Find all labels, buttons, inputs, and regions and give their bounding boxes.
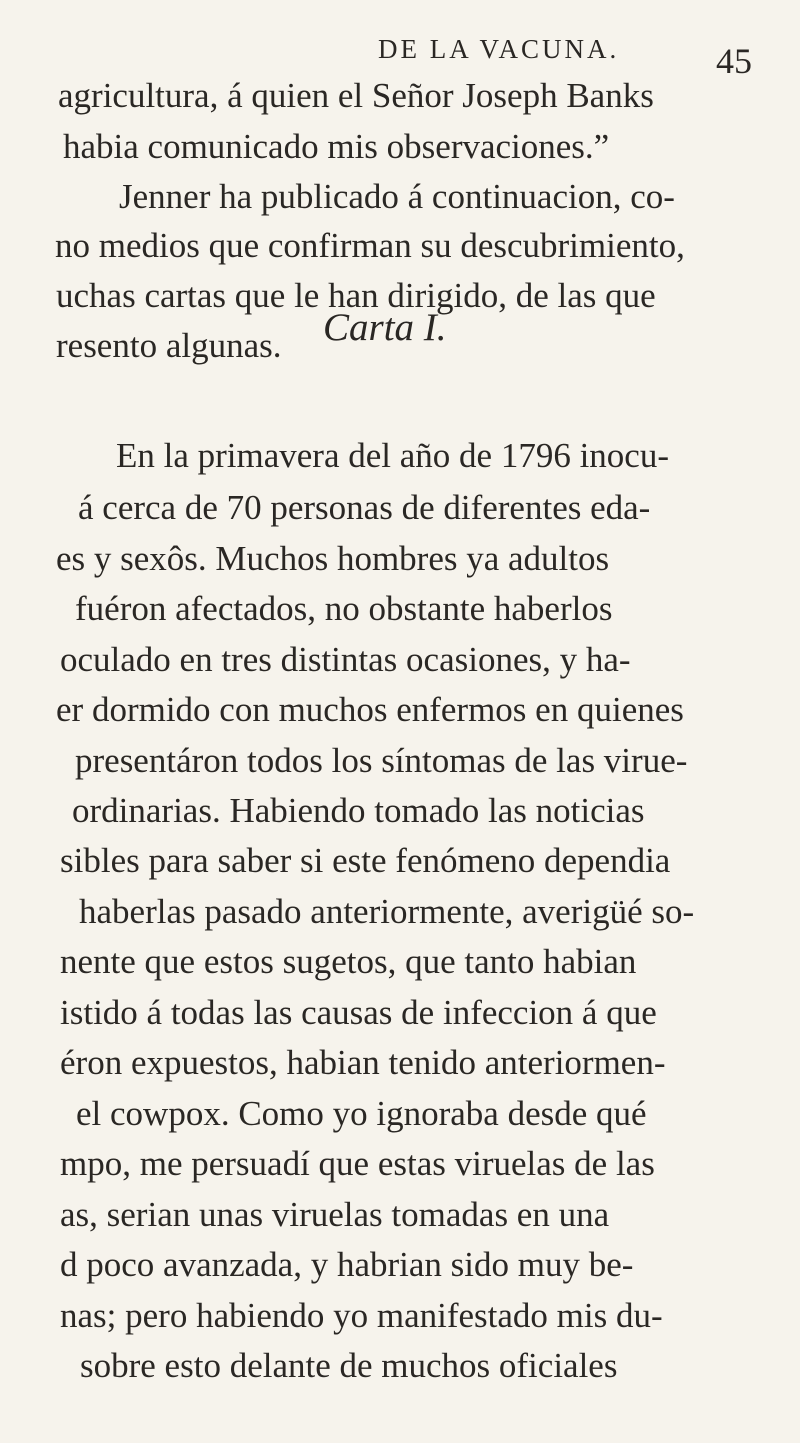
text-line: presentáron todos los síntomas de las virue- <box>75 741 688 780</box>
text-line: nas; pero habiendo yo manifestado mis du- <box>60 1296 663 1335</box>
text-line: d poco avanzada, y habrian sido muy be- <box>60 1245 634 1284</box>
text-line: sobre esto delante de muchos oficiales <box>80 1346 618 1385</box>
text-line: mpo, me persuadí que estas viruelas de las <box>60 1144 655 1183</box>
text-line: agricultura, á quien el Señor Joseph Banks <box>58 76 654 115</box>
text-line: no medios que confirman su descubrimiento, <box>55 226 685 265</box>
text-line: haberlas pasado anteriormente, averigüé so- <box>79 892 695 931</box>
letter-heading: Carta I. <box>323 306 447 349</box>
text-line: uchas cartas que le han dirigido, de las que <box>56 276 656 315</box>
text-line: as, serian unas viruelas tomadas en una <box>60 1195 610 1234</box>
page-number: 45 <box>716 41 752 81</box>
text-line: er dormido con muchos enfermos en quienes <box>56 690 684 729</box>
text-line: Jenner ha publicado á continuacion, co- <box>119 177 675 216</box>
text-line: éron expuestos, habian tenido anteriormen- <box>60 1043 666 1082</box>
text-line: En la primavera del año de 1796 inocu- <box>116 436 669 475</box>
text-line: ordinarias. Habiendo tomado las noticias <box>72 791 645 830</box>
text-line: istido á todas las causas de infeccion á que <box>60 993 657 1032</box>
text-line: el cowpox. Como yo ignoraba desde qué <box>76 1094 647 1133</box>
text-line: habia comunicado mis observaciones.” <box>63 127 610 166</box>
running-head <box>0 26 800 81</box>
running-head-title: DE LA VACUNA. <box>378 34 620 64</box>
text-line: nente que estos sugetos, que tanto habian <box>60 942 637 981</box>
text-line: es y sexôs. Muchos hombres ya adultos <box>56 539 610 578</box>
text-line: á cerca de 70 personas de diferentes eda- <box>78 488 651 527</box>
text-line: fuéron afectados, no obstante haberlos <box>75 589 613 628</box>
text-line: resento algunas. <box>56 326 282 365</box>
text-line: sibles para saber si este fenómeno dependia <box>60 841 671 880</box>
text-line: oculado en tres distintas ocasiones, y ha- <box>60 640 631 679</box>
